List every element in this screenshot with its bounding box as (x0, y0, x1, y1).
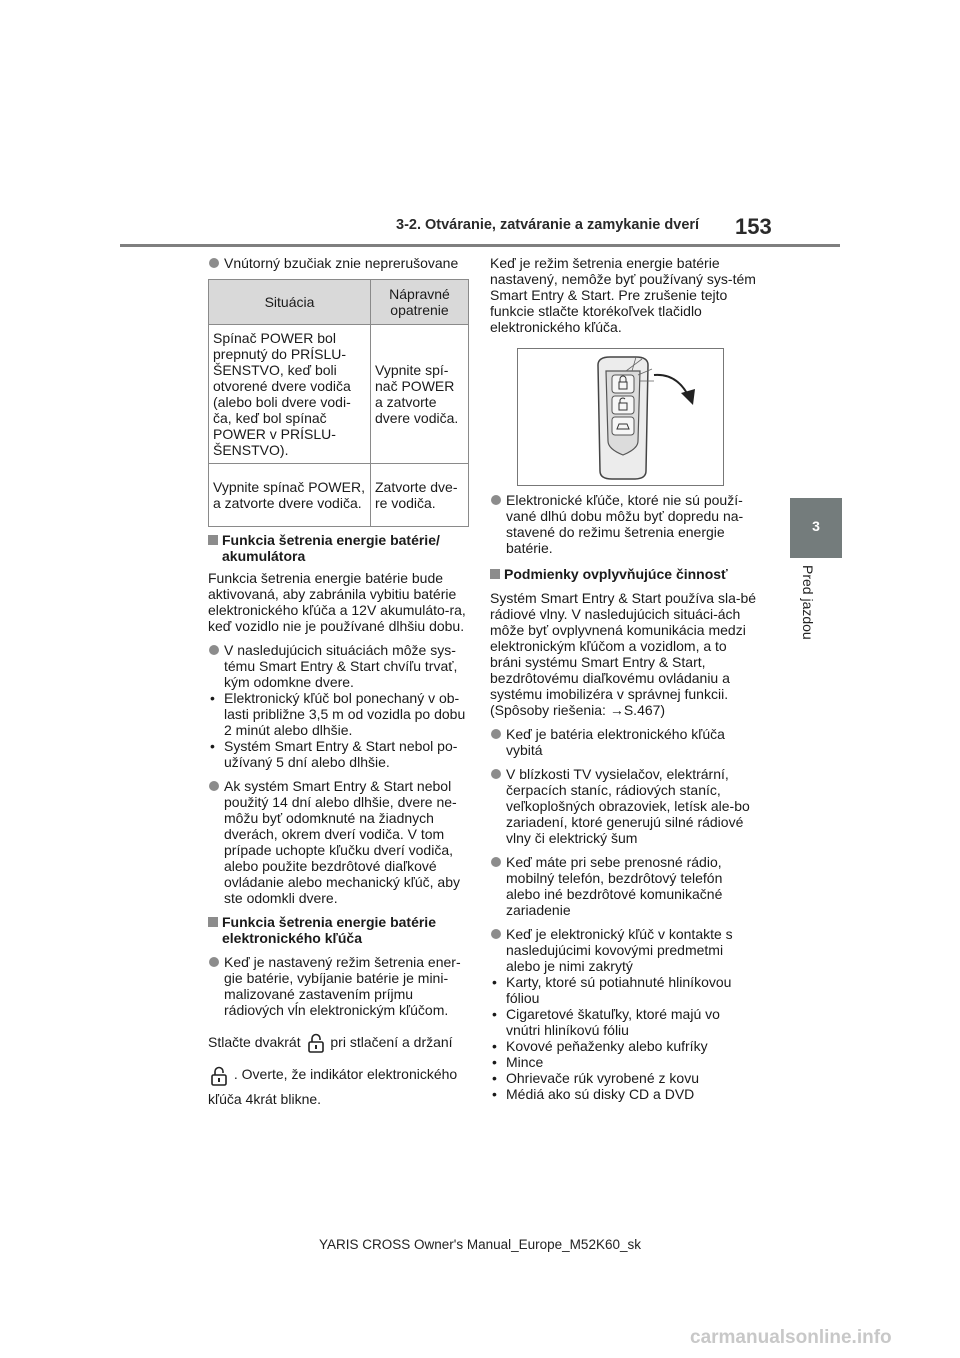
right-column-body: Elektronické kľúče, ktoré nie sú použí-vané dlhú dobu môžu byť dopredu na-stavené do režimu šetrenia energie batérie. Podmienky ovplyvňujúce činnosť Systém Smart Entry & Start používa sla-bé rádiové vlny. V nasledujúcich situáci-ách môže byť ovplyvnená komunikácia medzi elektronickým kľúčom a vozidlom, a to bráni systému Smart Entry & Start, bezdrôtovému diaľkovému ovládaniu a systému imobilizéra v správnej funkcii. (Spôsoby riešenia: →S.467) Keď je batéria elektronického kľúča vybitá V blízkosti TV vysielačov, elektrární, čerpacích staníc, rádiových staníc, veľkoplošných obrazoviek, letísk ale-bo zariadení, ktoré generujú silné rádiové vlny či elektrický šum Keď máte pri sebe prenosné rádio, mobilný telefón, bezdrôtový telefón alebo iné bezdrôtové komunikačné zariadenie Keď je elektronický kľúč v kontakte s nasledujúcimi kovovými predmetmi alebo je nimi zakrytý • Karty, ktoré sú potiahnuté hliníkovou fóliou • Cigaretové škatuľky, ktoré majú vo vnútri hliníkovú fóliu • Kovové peňaženky alebo kufríky • Mince • Ohrievače rúk vyrobené z kovu • Médiá ako sú disky CD a DVD (490, 492, 757, 1102)
list-item: Kovové peňaženky alebo kufríky (506, 1038, 708, 1054)
table-header-row (209, 280, 469, 325)
heading-square-icon (208, 535, 218, 545)
table-header-remedy: Nápravné opatrenie (371, 280, 469, 325)
bullet-dot (491, 857, 501, 867)
battery-text: Funkcia šetrenia energie batérie bude aktivovaná, aby zabránila vybitiu batérie elektronického kľúča a 12V akumuláto-ra, keď vozidlo nie je používané dlhšiu dobu. (208, 570, 466, 634)
press-text-c: . Overte, že indikátor elektronického (233, 1066, 458, 1083)
header-divider (120, 244, 840, 247)
chapter-tab (790, 498, 842, 558)
table-row (209, 325, 469, 464)
right-intro (490, 255, 758, 335)
bullet-dot (209, 258, 219, 268)
bullet-text: Keď je elektronický kľúč v kontakte s nasledujúcimi kovovými predmetmi alebo je nimi zakrytý (506, 926, 733, 974)
press-text-a: Stlačte dvakrát (208, 1034, 301, 1050)
page-number: 153 (735, 214, 772, 239)
bullet-dot (491, 729, 501, 739)
heading-battery: Funkcia šetrenia energie batérie/ akumulátora (222, 532, 440, 564)
key-fob-icon (518, 349, 723, 485)
key-fob-illustration (517, 348, 724, 486)
table-row (209, 464, 469, 527)
left-top-bullet (208, 255, 473, 271)
heading-conditions: Podmienky ovplyvňujúce činnosť (504, 566, 728, 582)
list-item: Ohrievače rúk vyrobené z kovu (506, 1070, 699, 1086)
bullet-text: V nasledujúcich situáciách môže sys-tému Smart Entry & Start chvíľu trvať, kým odomkne dvere. (224, 642, 458, 690)
heading-square-icon (490, 569, 500, 579)
list-item: Mince (506, 1054, 544, 1070)
chapter-number: 3 (812, 518, 820, 534)
intro-text: Keď je režim šetrenia energie batérie nastavený, nemôže byť používaný sys-tém Smart Entry & Start. Pre zrušenie tejto funkcie stlačte ktorékoľvek tlačidlo elektronického kľúča. (490, 255, 756, 335)
conditions-text: Systém Smart Entry & Start používa sla-bé rádiové vlny. V nasledujúcich situáci-ách môže byť ovplyvnená komunikácia medzi elektronickým kľúčom a vozidlom, a to bráni systému Smart Entry & Start, bezdrôtovému diaľkovému ovládaniu a systému imobilizéra v správnej funkcii. (Spôsoby riešenia: →S.467) (490, 590, 757, 718)
bullet-dot (209, 781, 219, 791)
chapter-label: Pred jazdou (800, 565, 816, 640)
left-column-body: Funkcia šetrenia energie batérie/ akumulátora Funkcia šetrenia energie batérie bude aktivovaná, aby zabránila vybitiu batérie elektronického kľúča a 12V akumuláto-ra, keď vozidlo nie je používané dlhšiu dobu. V nasledujúcich situáciách môže sys-tému Smart Entry & Start chvíľu trvať, kým odomkne dvere. • Elektronický kľúč bol ponechaný v ob-lasti približne 3,5 m od vozidla po dobu 2 minút alebo dlhšie. • Systém Smart Entry & Start nebol po-užívaný 5 dní alebo dlhšie. Ak systém Smart Entry & Start nebol použitý 14 dní alebo dlhšie, dvere ne-môžu byť odomknuté na žiadnych dverách, okrem dverí vodiča. V tom prípade uchopte kľučku dverí vodiča, alebo použite bezdrôtové diaľkové ovládanie alebo mechanický kľúč, aby ste odomkli dvere. Funkcia šetrenia energie batérie elektronického kľúča Keď je nastavený režim šetrenia ener-gie batérie, vybíjanie batérie je mini-malizované zastavením príjmu rádiových vĺn elektronickým kľúčom. Stlačte dvakrát pri stlačení a držaní . Overte, že indikátor elektronického kľúča 4krát blikne. (208, 532, 473, 1111)
bullet-dot (491, 769, 501, 779)
bullet-dot (209, 957, 219, 967)
bullet-dot (209, 645, 219, 655)
table-cell: Zatvorte dve-re vodiča. (371, 464, 469, 527)
bullet-text: Keď máte pri sebe prenosné rádio, mobilný telefón, bezdrôtový telefón alebo iné bezdrôtové komunikačné zariadenie (506, 854, 723, 918)
heading-square-icon (208, 917, 218, 927)
footer-manual-id: YARIS CROSS Owner's Manual_Europe_M52K60_sk (319, 1237, 641, 1252)
bullet-dot (491, 929, 501, 939)
dash-text: Systém Smart Entry & Start nebol po-užívaný 5 dní alebo dlhšie. (224, 738, 458, 770)
table-cell: Spínač POWER bol prepnutý do PRÍSLU-ŠENSTVO, keď boli otvorené dvere vodiča (alebo boli dvere vodi-ča, keď bol spínač POWER v PRÍSLU-ŠENSTVO). (209, 325, 371, 464)
lock-icon (305, 1032, 327, 1054)
bullet-text: V blízkosti TV vysielačov, elektrární, čerpacích staníc, rádiových staníc, veľkoplošných obrazoviek, letísk ale-bo zariadení, ktoré generujú silné rádiové vlny či elektrický šum (506, 766, 750, 846)
press-text-d: kľúča 4krát blikne. (208, 1090, 322, 1107)
lock-icon (208, 1065, 230, 1087)
section-title: 3-2. Otváranie, zatváranie a zamykanie dverí (396, 217, 700, 233)
bullet-text: Vnútorný bzučiak znie neprerušovane (224, 255, 459, 271)
bullet-text: Keď je batéria elektronického kľúča vybitá (506, 726, 725, 758)
watermark: carmanualsonline.info (690, 1327, 892, 1348)
list-item: Cigaretové škatuľky, ktoré majú vo vnútri hliníkovú fóliu (506, 1006, 720, 1038)
situation-table (208, 279, 469, 527)
table-header-situation: Situácia (209, 280, 371, 325)
bullet-text: Elektronické kľúče, ktoré nie sú použí-vané dlhú dobu môžu byť dopredu na-stavené do režimu šetrenia energie batérie. (506, 492, 744, 556)
heading-key: Funkcia šetrenia energie batérie elektronického kľúča (222, 914, 436, 946)
bullet-dot (491, 495, 501, 505)
dash-text: Elektronický kľúč bol ponechaný v ob-lasti približne 3,5 m od vozidla po dobu 2 minút alebo dlhšie. (224, 690, 466, 738)
table-cell: Vypnite spínač POWER, a zatvorte dvere vodiča. (209, 464, 371, 527)
list-item: Karty, ktoré sú potiahnuté hliníkovou fóliou (506, 974, 732, 1006)
list-item: Médiá ako sú disky CD a DVD (506, 1086, 695, 1102)
press-text-b: pri stlačení a držaní (330, 1034, 453, 1050)
bullet-text: Keď je nastavený režim šetrenia ener-gie batérie, vybíjanie batérie je mini-malizované zastavením príjmu rádiových vĺn elektronickým kľúčom. (224, 954, 461, 1018)
table-cell: Vypnite spí-nač POWER a zatvorte dvere vodiča. (371, 325, 469, 464)
bullet-text: Ak systém Smart Entry & Start nebol použitý 14 dní alebo dlhšie, dvere ne-môžu byť odomknuté na žiadnych dverách, okrem dverí vodiča. V tom prípade uchopte kľučku dverí vodiča, alebo použite bezdrôtové diaľkové ovládanie alebo mechanický kľúč, aby ste odomkli dvere. (224, 778, 460, 906)
